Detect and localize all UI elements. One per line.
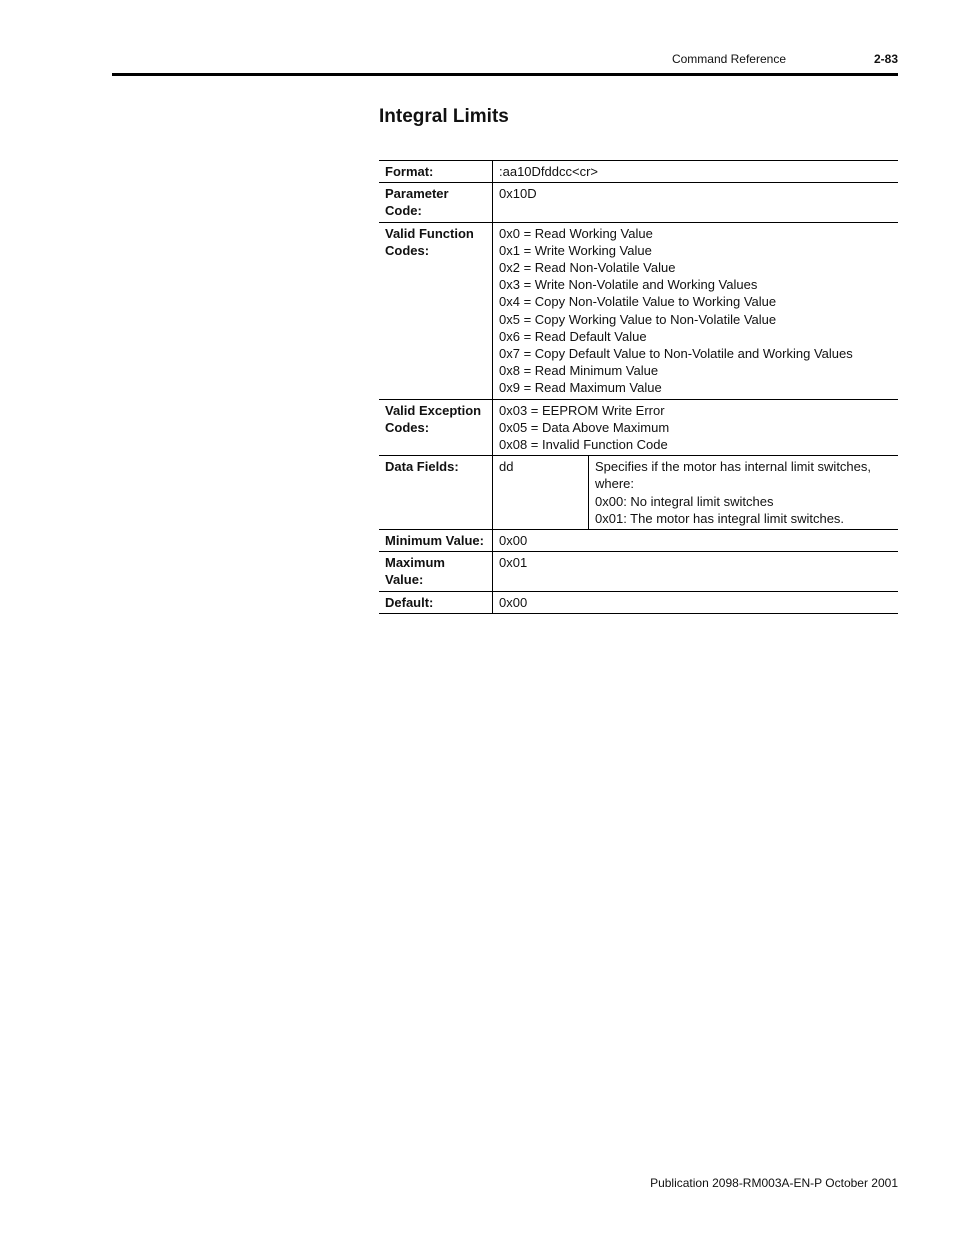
parameter-code-value: 0x10D	[493, 183, 899, 222]
row-default	[379, 591, 898, 613]
minimum-value: 0x00	[493, 530, 899, 552]
row-valid-exception-codes	[379, 399, 898, 456]
publication-footer: Publication 2098-RM003A-EN-P October 2001	[650, 1176, 898, 1190]
valid-function-codes-label: Valid Function Codes:	[379, 222, 493, 399]
default-value: 0x00	[493, 591, 899, 613]
row-maximum-value	[379, 552, 898, 591]
format-label: Format:	[379, 161, 493, 183]
row-format	[379, 161, 898, 183]
minimum-value-label: Minimum Value:	[379, 530, 493, 552]
valid-exception-codes-label: Valid Exception Codes:	[379, 399, 493, 456]
header-rule	[112, 73, 898, 76]
page-header	[112, 50, 898, 70]
data-field-option: 0x00: No integral limit switches	[595, 493, 774, 509]
function-code-item: 0x5 = Copy Working Value to Non-Volatile Value	[499, 311, 777, 327]
data-fields-label: Data Fields:	[379, 456, 493, 530]
function-code-item: 0x6 = Read Default Value	[499, 328, 647, 344]
valid-function-codes-list	[493, 222, 899, 399]
maximum-value: 0x01	[493, 552, 899, 591]
header-page-number: 2-83	[873, 52, 898, 66]
default-label: Default:	[379, 591, 493, 613]
function-code-item: 0x8 = Read Minimum Value	[499, 363, 659, 379]
data-field-option: 0x01: The motor has integral limit switches.	[595, 510, 845, 526]
function-code-item: 0x9 = Read Maximum Value	[499, 380, 662, 396]
function-code-item: 0x0 = Read Working Value	[499, 225, 653, 241]
function-code-item: 0x2 = Read Non-Volatile Value	[499, 260, 676, 276]
valid-exception-codes-list	[493, 399, 899, 456]
maximum-value-label: Maximum Value:	[379, 552, 493, 591]
command-spec-table	[379, 160, 898, 614]
function-code-item: 0x7 = Copy Default Value to Non-Volatile and Working Values	[499, 346, 853, 362]
parameter-code-label: Parameter Code:	[379, 183, 493, 222]
function-code-item: 0x1 = Write Working Value	[499, 242, 652, 258]
exception-code-item: 0x05 = Data Above Maximum	[499, 419, 670, 435]
format-value: :aa10Dfddcc<cr>	[493, 161, 899, 183]
data-field-description	[589, 456, 899, 530]
row-minimum-value	[379, 530, 898, 552]
row-valid-function-codes	[379, 222, 898, 399]
function-code-item: 0x3 = Write Non-Volatile and Working Values	[499, 277, 758, 293]
exception-code-item: 0x08 = Invalid Function Code	[499, 437, 668, 453]
data-field-description-text: Specifies if the motor has internal limit switches, where:	[595, 459, 871, 492]
data-field-name: dd	[493, 456, 589, 530]
row-parameter-code	[379, 183, 898, 222]
page-title: Integral Limits	[379, 106, 509, 127]
header-section-title: Command Reference	[671, 52, 786, 66]
row-data-fields	[379, 456, 898, 530]
function-code-item: 0x4 = Copy Non-Volatile Value to Working Value	[499, 294, 777, 310]
exception-code-item: 0x03 = EEPROM Write Error	[499, 402, 665, 418]
